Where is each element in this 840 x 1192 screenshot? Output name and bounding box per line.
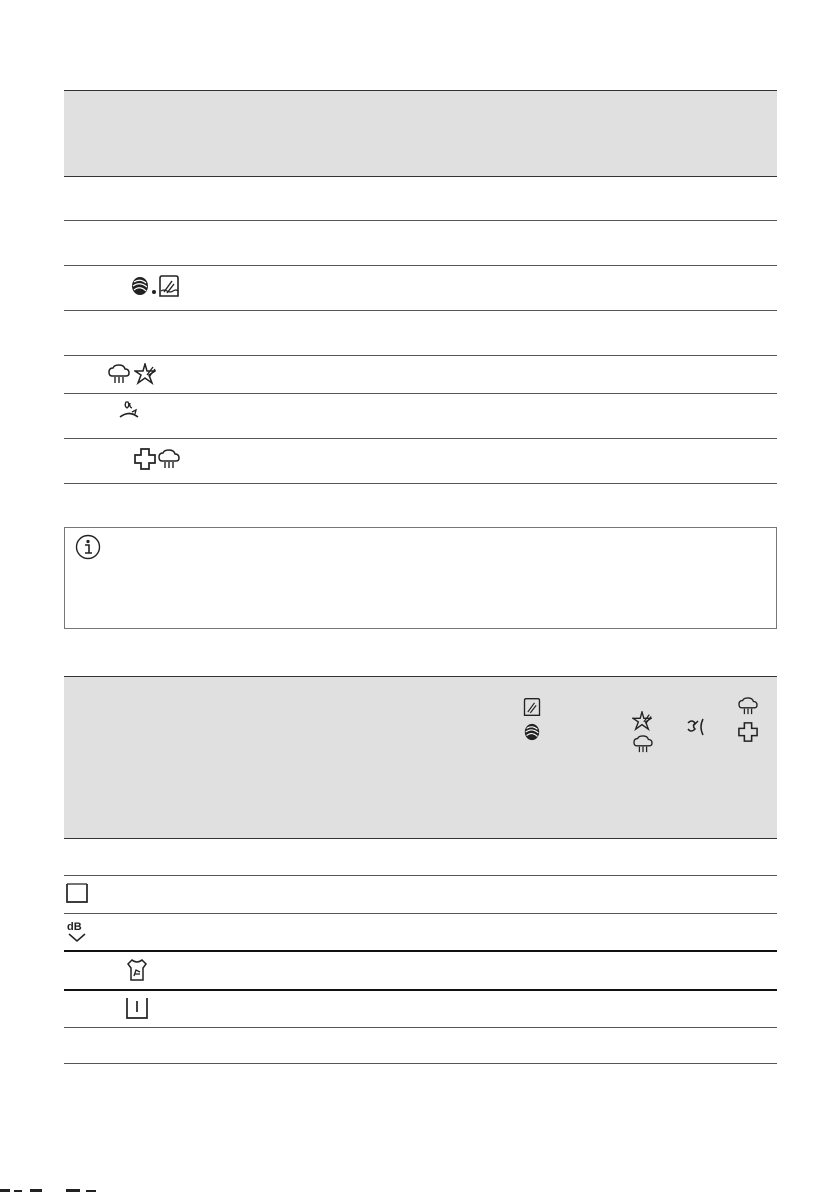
table-row — [64, 177, 777, 221]
steam-icon — [158, 449, 180, 469]
table-row — [64, 311, 777, 356]
page-footer-fragment — [0, 1180, 120, 1192]
table-row — [64, 991, 777, 1028]
anti-allergy-icon — [118, 400, 140, 422]
table-row — [64, 356, 777, 394]
quiet-db-icon — [66, 919, 88, 943]
table-row — [64, 914, 777, 952]
steam-icon — [738, 697, 758, 720]
table-row — [64, 439, 777, 484]
table-header — [64, 676, 777, 839]
handwash-icon — [522, 697, 542, 722]
table-row — [64, 266, 777, 311]
plus-icon — [738, 722, 758, 747]
table-row — [64, 876, 777, 914]
info-note-box — [64, 527, 777, 629]
wool-icon — [130, 275, 150, 297]
info-icon — [75, 534, 101, 565]
table-row — [64, 952, 777, 991]
rinse-icon — [126, 997, 148, 1019]
anti-crease-icon — [686, 717, 708, 742]
stain-icon — [632, 711, 652, 736]
table-header — [64, 90, 777, 177]
table-row — [64, 221, 777, 266]
svg-text:dB: dB — [67, 921, 82, 933]
steam-icon — [108, 364, 130, 384]
dot-separator — [152, 290, 156, 294]
table-row — [64, 1028, 777, 1064]
time-manager-icon — [66, 883, 88, 903]
handwash-icon — [158, 274, 180, 298]
programme-options-table-1 — [64, 90, 777, 484]
table-row — [64, 839, 777, 876]
prewash-shirt-icon — [126, 958, 148, 982]
table-row — [64, 394, 777, 439]
steam-icon — [633, 735, 653, 758]
wool-icon — [523, 722, 541, 747]
programme-options-table-2 — [64, 676, 777, 1064]
plus-icon — [134, 448, 156, 470]
stain-icon — [134, 363, 156, 385]
